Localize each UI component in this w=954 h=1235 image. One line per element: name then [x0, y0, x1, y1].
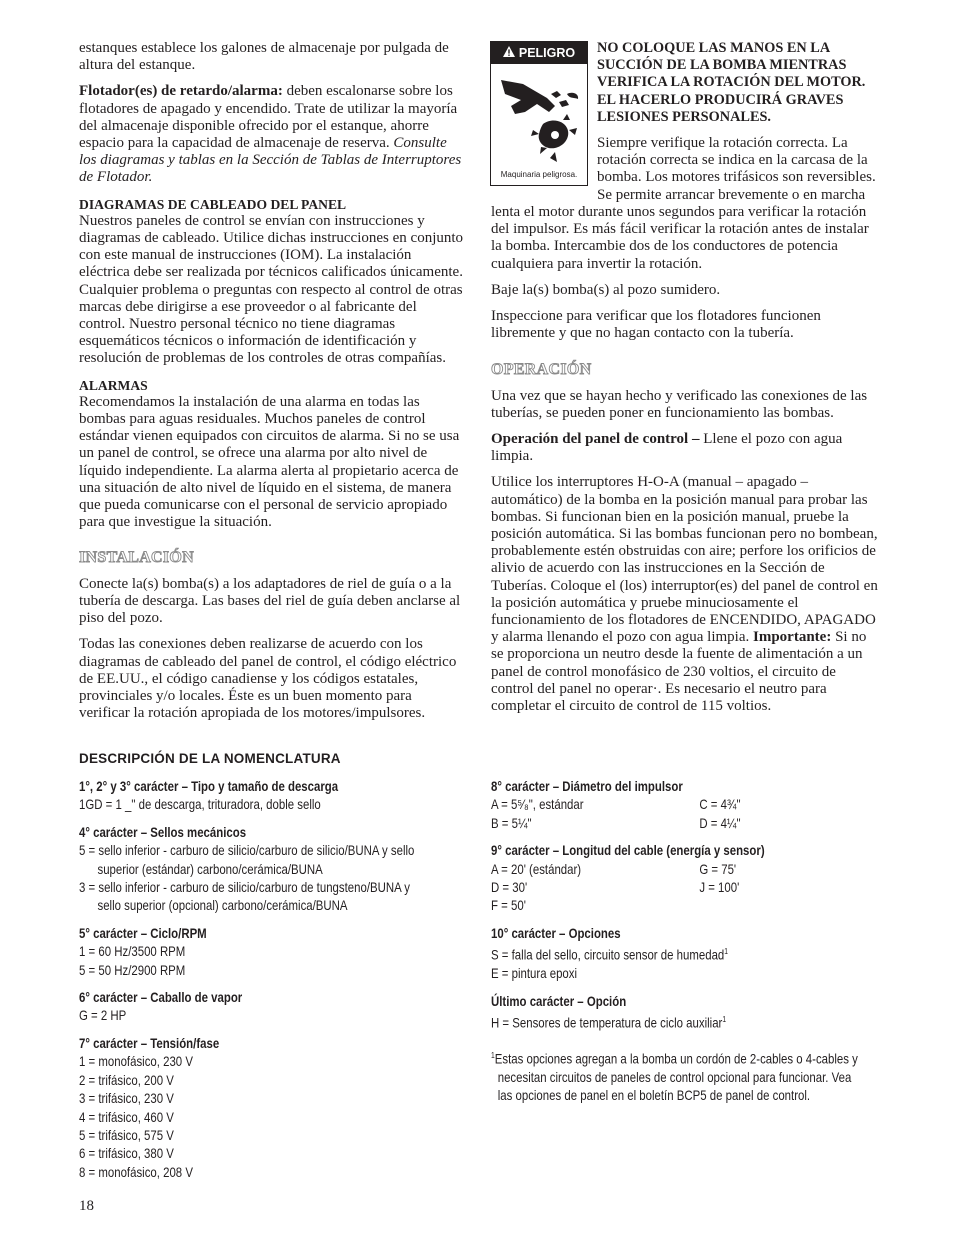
char-8-row: [491, 796, 858, 814]
page-number: 18: [79, 1198, 94, 1214]
last-char-option-h: [491, 1011, 858, 1033]
paragraph-inspeccione: Inspeccione para verificar que los flotadores funcionen libremente y que no hagan contacto con la tubería.: [491, 308, 821, 342]
heading-operacion: OPERACIÓN: [491, 361, 592, 379]
last-char-heading: Último carácter – Opción: [491, 993, 627, 1009]
char-9-row: [491, 861, 858, 879]
paragraph-panel: [491, 431, 878, 465]
block-char-8: [491, 778, 858, 833]
char-7-line: 5 = trifásico, 575 V: [79, 1127, 174, 1143]
char-8-option-a: A = 5⁵⁄₈", estándar: [491, 797, 584, 813]
importante-text: Si no se proporciona un neutro desde la fuente de alimentación a un panel de control monofásico de 230 voltios, el circuito de control del panel no operar·. Es necesario el neutro para completar el circuito de control de 115 voltios.: [491, 629, 867, 715]
flotador-label: Flotador(es) de retardo/alarma:: [79, 83, 283, 100]
warning-text-wrap: [597, 40, 882, 204]
panel-text: Llene el pozo con agua limpia.: [491, 431, 843, 465]
footnote-marker: 1: [722, 1015, 727, 1024]
flotador-text: deben escalonarse sobre los flotadores de apagado y encendido. Trate de utilizar la mayoría del almacenaje disponible ofrecido por el estanque, ahorre espacio para la capacidad de almacenaje de reserva.: [79, 83, 458, 152]
paragraph-diagramas: Nuestros paneles de control se envían con instrucciones y diagramas de cableado. Utilice dichas instrucciones en conjunto con este manual de instrucciones (IOM). La instalación eléctrica debe ser realizada por técnicos calificados únicamente. Cualquier problema o preguntas con respecto al control de otras marcas debe dirigirse a ese proveedor o al fabricante del control. Nuestro personal técnico no tiene diagramas esquemáticos técnicos o información de identificación y resolución de problemas de los controles de otras compañías.: [79, 212, 464, 367]
footnote-marker: 1: [724, 947, 729, 957]
utilice-text: Utilice los interruptores H-O-A (manual – apagado – automático) de la bomba en la posición manual para probar las bombas. Si funcionan bien en la posición manual, pruebe la posición automática. Si las bombas funcionan pero no bombean, probablemente estén obstruidas con aire; perfore los orificios de alivio de acuerdo con las instrucciones en la Sección de Tuberías. Coloque el (los) interruptor(es) del panel de control en la posición automática y pruebe minuciosamente el funcionamiento de los flotadores de ENCENDIDO, APAGADO y alarma llenando el pozo con agua limpia.: [491, 474, 878, 646]
char-8-option-c: C = 4¾": [699, 797, 741, 813]
left-column: [79, 40, 464, 731]
block-char-9: [491, 842, 858, 916]
footnote-line: las opciones de panel en el boletín BCP5 de panel de control.: [497, 1088, 811, 1104]
right-column: [491, 204, 878, 724]
danger-header: [491, 42, 587, 64]
char-8-option-d: D = 4¼": [699, 815, 741, 831]
char-1-3-heading: 1°, 2° y 3° carácter – Tipo y tamaño de descarga: [79, 779, 339, 794]
char-8-option-b: B = 5¼": [491, 815, 532, 831]
char-7-line: 6 = trifásico, 380 V: [79, 1146, 174, 1162]
paragraph-operacion: Una vez que se hayan hecho y verificado las conexiones de las tuberías, se pueden poner en funcionamiento las bombas.: [491, 387, 868, 421]
footnote-text: Estas opciones agregan a la bomba un cordón de 2-cables o 4-cables y: [494, 1051, 858, 1067]
footnote: [491, 1047, 858, 1106]
char-5-line: 1 = 60 Hz/3500 RPM: [79, 944, 186, 960]
heading-diagramas: DIAGRAMAS DE CABLEADO DEL PANEL: [79, 196, 347, 212]
panel-label: Operación del panel de control –: [491, 431, 700, 448]
char-8-heading: 8° carácter – Diámetro del impulsor: [491, 779, 683, 794]
block-char-6: [79, 989, 414, 1026]
char-10-option-e: E = pintura epoxi: [491, 966, 578, 982]
char-5-line: 5 = 50 Hz/2900 RPM: [79, 962, 186, 978]
char-9-option-d: D = 30': [491, 880, 528, 896]
char-7-heading: 7° carácter – Tensión/fase: [79, 1035, 220, 1051]
footnote-line: [491, 1047, 858, 1069]
char-9-option-f: F = 50': [491, 898, 526, 914]
warning-headline: NO COLOQUE LAS MANOS EN LA SUCCIÓN DE LA BOMBA MIENTRAS VERIFICA LA ROTACIÓN DEL MOTOR. EL HACERLO PRODUCIRÁ GRAVES LESIONES PERSONALES.: [597, 40, 866, 125]
char-10-option-s-text: S = falla del sello, circuito sensor de humedad: [491, 947, 725, 963]
footnote-marker: 1: [491, 1050, 495, 1060]
char-4-line: 5 = sello inferior - carburo de silicio/carburo de silicio/BUNA y sello: [79, 843, 415, 859]
heading-alarmas: ALARMAS: [79, 377, 148, 393]
warning-body-full: lenta el motor durante unos segundos para verificar la rotación del impulsor. Es más fácil verificar la rotación antes de instalar la bomba. Intercambie dos de los conductores de potencia cualquiera para invertir la rotación.: [491, 204, 869, 272]
paragraph-instalacion-2: Todas las conexiones deben realizarse de acuerdo con los diagramas de cableado del panel de control, el código eléctrico de EE.UU., el código canadiense y los códigos estatales, provinciales y/o locales. Éste es un buen momento para verificar la rotación apropiada de los motores/impulsores.: [79, 636, 457, 722]
importante-label: Importante:: [753, 629, 832, 646]
nomenclature-left: [79, 778, 414, 1191]
char-5-heading: 5° carácter – Ciclo/RPM: [79, 925, 207, 941]
paragraph-baje: Baje la(s) bomba(s) al pozo sumidero.: [491, 281, 721, 298]
last-char-option-h-text: H = Sensores de temperatura de ciclo auxiliar: [491, 1015, 723, 1031]
block-char-4: [79, 824, 414, 916]
char-10-heading: 10° carácter – Opciones: [491, 925, 621, 941]
char-9-row: [491, 879, 858, 897]
paragraph-storage: estanques establece los galones de almacenaje por pulgada de altura del estanque.: [79, 40, 449, 74]
paragraph-utilice: [491, 474, 878, 715]
char-1-3-line: 1GD = 1 _" de descarga, trituradora, doble sello: [79, 797, 321, 813]
char-4-line: sello superior (opcional) carbono/cerámica/BUNA: [97, 898, 348, 914]
char-7-line: 8 = monofásico, 208 V: [79, 1164, 193, 1180]
machinery-hazard-icon: [495, 72, 583, 177]
char-10-option-s: [491, 943, 858, 965]
char-6-heading: 6° carácter – Caballo de vapor: [79, 990, 243, 1006]
nomenclature-right: [491, 778, 858, 1106]
char-7-line: 2 = trifásico, 200 V: [79, 1072, 174, 1088]
block-char-7: [79, 1035, 414, 1182]
block-last-char: [491, 993, 858, 1033]
char-7-line: 1 = monofásico, 230 V: [79, 1054, 193, 1070]
char-6-line: G = 2 HP: [79, 1008, 127, 1024]
paragraph-flotador: [79, 83, 464, 186]
block-char-10: [491, 925, 858, 984]
danger-warning-box: [490, 41, 588, 186]
char-9-option-g: G = 75': [699, 861, 737, 877]
block-char-5: [79, 925, 414, 980]
warning-body-wrap: Siempre verifique la rotación correcta. La rotación correcta se indica en la carcasa de la bomba. Los motores trifásicos son reversibles. Se permite arrancar brevemente o en marcha: [597, 135, 876, 203]
heading-instalacion: INSTALACIÓN: [79, 549, 195, 567]
danger-label: PELIGRO: [518, 46, 576, 60]
danger-caption: Maquinaria peligrosa.: [500, 170, 578, 179]
char-9-heading: 9° carácter – Longitud del cable (energía y sensor): [491, 843, 765, 859]
char-9-option-a: A = 20' (estándar): [491, 861, 582, 877]
warning-triangle-icon: [503, 46, 515, 60]
char-9-option-j: J = 100': [699, 880, 740, 896]
char-7-line: 4 = trifásico, 460 V: [79, 1109, 174, 1125]
paragraph-alarmas: Recomendamos la instalación de una alarma en todas las bombas para aguas residuales. Muchos paneles de control estándar vienen equipados con circuitos de alarma. Si no se usa un panel de control, se ofrece una alarma por alto nivel de líquido independiente. La alarma alerta al propietario acerca de una situación de alto nivel de líquido en el sistema, de manera que pueda comunicarse con el personal de servicio apropiado para que investigue la situación.: [79, 393, 460, 531]
char-4-line: superior (estándar) carbono/cerámica/BUNA: [97, 861, 323, 877]
char-7-line: 3 = trifásico, 230 V: [79, 1091, 174, 1107]
char-8-row: [491, 815, 858, 833]
flotador-italic: Consulte los diagramas y tablas en la Sección de Tablas de Interruptores de Flotador.: [79, 135, 462, 186]
block-char-1-3: [79, 778, 414, 815]
char-4-line: 3 = sello inferior - carburo de silicio/carburo de tungsteno/BUNA y: [79, 880, 410, 896]
paragraph-instalacion-1: Conecte la(s) bomba(s) a los adaptadores de riel de guía o a la tubería de descarga. Las bases del riel de guía deben anclarse al piso del pozo.: [79, 575, 461, 627]
footnote-line: necesitan circuitos de paneles de control opcional para funcionar. Vea: [497, 1069, 852, 1085]
nomenclature-title: DESCRIPCIÓN DE LA NOMENCLATURA: [79, 751, 341, 766]
char-4-heading: 4° carácter – Sellos mecánicos: [79, 824, 247, 840]
